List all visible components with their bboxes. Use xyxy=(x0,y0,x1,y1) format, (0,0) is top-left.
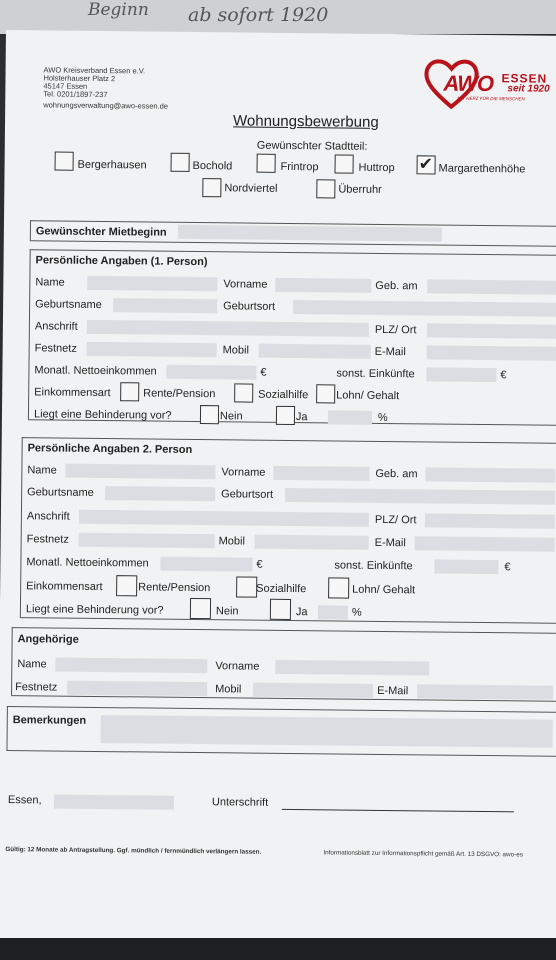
awo-logo xyxy=(421,58,552,111)
input-netto-p2[interactable] xyxy=(160,557,252,572)
org-line: Holsterhauser Platz 2 xyxy=(43,73,116,84)
input-name-relative[interactable] xyxy=(55,658,207,674)
divider xyxy=(6,750,556,757)
input-festnetz-p1[interactable] xyxy=(87,342,217,357)
euro-sign: € xyxy=(260,366,267,379)
input-geb-p1[interactable] xyxy=(427,279,556,294)
label-ja: Ja xyxy=(295,606,308,619)
divider xyxy=(30,240,556,247)
signature-line[interactable] xyxy=(282,809,514,812)
label-nein: Nein xyxy=(215,605,239,618)
input-plz-p2[interactable] xyxy=(425,513,555,528)
input-plz-p1[interactable] xyxy=(427,323,556,338)
district-checkbox-nordviertel[interactable] xyxy=(202,178,221,197)
label-email: E-Mail xyxy=(377,684,409,698)
footer-info: Informationsblatt zur Informationspflicht gemäß Art. 13 DSGVO: awo-es xyxy=(323,849,523,859)
logo-since: seit 1920 xyxy=(507,83,550,95)
checkbox-sozialhilfe-p2[interactable] xyxy=(236,576,257,597)
input-name-p2[interactable] xyxy=(65,464,215,480)
district-checkbox-huttrop[interactable] xyxy=(335,154,354,173)
divider xyxy=(30,220,31,240)
form-title: Wohnungsbewerbung xyxy=(232,112,379,131)
divider xyxy=(28,249,31,419)
move-in-label: Gewünschter Mietbeginn xyxy=(35,225,167,239)
label-ja: Ja xyxy=(295,411,308,424)
input-festnetz-relative[interactable] xyxy=(67,681,207,696)
district-checkbox-bochold[interactable] xyxy=(171,153,190,172)
signature-label: Unterschrift xyxy=(211,796,269,809)
label-name: Name xyxy=(35,276,65,289)
label-mobil: Mobil xyxy=(218,535,246,548)
org-line: Tel. 0201/1897-237 xyxy=(43,89,108,100)
checkbox-rente-p2[interactable] xyxy=(116,575,137,596)
district-label: Margarethenhöhe xyxy=(438,162,526,176)
logo-city: ESSEN xyxy=(501,71,548,86)
footer-validity: Gültig: 12 Monate ab Antragstellung. Ggf. mündlich / fernmündlich verlängern lassen. xyxy=(5,846,262,856)
org-email: wohnungsverwaltung@awo-essen.de xyxy=(43,100,169,111)
district-heading: Gewünschter Stadtteil: xyxy=(256,139,368,153)
checkbox-sozialhilfe-p1[interactable] xyxy=(234,383,253,402)
input-geburtsort-p1[interactable] xyxy=(293,300,556,317)
input-mobil-p1[interactable] xyxy=(259,344,371,359)
label-email: E-Mail xyxy=(374,536,406,550)
percent-sign: % xyxy=(377,411,388,425)
org-line: 45147 Essen xyxy=(43,81,88,91)
handwritten-note: Beginn xyxy=(88,0,149,20)
label-anschrift: Anschrift xyxy=(34,320,78,333)
label-behinderung: Liegt eine Behinderung vor? xyxy=(33,408,172,422)
district-label: Huttrop xyxy=(358,161,395,175)
handwritten-date: ab sofort 1920 xyxy=(188,4,329,26)
label-name: Name xyxy=(27,464,57,477)
input-percent-p1[interactable] xyxy=(328,410,372,424)
input-email-p1[interactable] xyxy=(427,345,556,360)
input-name-p1[interactable] xyxy=(87,276,217,291)
checkbox-lohn-p1[interactable] xyxy=(316,384,335,403)
label-nein: Nein xyxy=(219,410,243,423)
checkbox-rente-p1[interactable] xyxy=(120,382,139,401)
label-geb: Geb. am xyxy=(375,279,418,293)
district-label: Bochold xyxy=(192,159,233,173)
label-behinderung: Liegt eine Behinderung vor? xyxy=(25,603,164,617)
divider xyxy=(12,627,556,634)
form-paper xyxy=(0,30,556,946)
divider xyxy=(6,706,7,750)
district-checkbox-frintrop[interactable] xyxy=(257,154,276,173)
label-vorname: Vorname xyxy=(223,278,268,291)
label-sozialhilfe: Sozialhilfe xyxy=(256,582,307,596)
input-sonst-p1[interactable] xyxy=(426,367,496,382)
input-vorname-p1[interactable] xyxy=(275,278,371,293)
district-label: Bergerhausen xyxy=(77,158,147,172)
label-netto: Monatl. Nettoeinkommen xyxy=(26,556,149,570)
input-remarks[interactable] xyxy=(101,715,553,748)
label-plz: PLZ/ Ort xyxy=(374,513,417,527)
input-geburtsname-p2[interactable] xyxy=(105,486,215,501)
district-label: Nordviertel xyxy=(224,182,278,195)
label-geburtsname: Geburtsname xyxy=(35,298,102,312)
label-netto: Monatl. Nettoeinkommen xyxy=(34,364,157,378)
input-festnetz-p2[interactable] xyxy=(79,533,215,548)
input-mobil-relative[interactable] xyxy=(253,683,373,698)
section-heading-person2: Persönliche Angaben 2. Person xyxy=(27,442,193,456)
district-checkbox-margarethenhoehe[interactable] xyxy=(417,155,436,174)
label-sonst: sonst. Einkünfte xyxy=(336,367,415,381)
label-email: E-Mail xyxy=(374,345,406,359)
label-einkommensart: Einkommensart xyxy=(34,386,111,400)
divider xyxy=(11,627,13,695)
input-geburtsname-p1[interactable] xyxy=(113,298,217,313)
divider xyxy=(20,437,23,617)
checkbox-nein-p2[interactable] xyxy=(190,598,211,619)
label-mobil: Mobil xyxy=(222,344,250,357)
label-rente: Rente/Pension xyxy=(143,387,216,401)
label-festnetz: Festnetz xyxy=(34,342,77,355)
input-mobil-p2[interactable] xyxy=(255,535,369,550)
move-in-field[interactable] xyxy=(178,225,442,242)
label-geburtsname: Geburtsname xyxy=(27,486,94,499)
label-name: Name xyxy=(17,658,47,671)
org-line: AWO Kreisverband Essen e.V. xyxy=(43,65,146,76)
euro-sign: € xyxy=(256,558,263,571)
percent-sign: % xyxy=(351,606,362,619)
label-anschrift: Anschrift xyxy=(26,510,70,523)
label-rente: Rente/Pension xyxy=(138,581,211,595)
logo-text: AWO xyxy=(443,70,494,97)
label-mobil: Mobil xyxy=(215,683,242,696)
label-plz: PLZ/ Ort xyxy=(374,323,417,337)
section-heading-remarks: Bemerkungen xyxy=(12,714,87,727)
district-checkbox-ueberruhr[interactable] xyxy=(316,179,335,198)
input-geb-p2[interactable] xyxy=(425,467,555,482)
input-vorname-relative[interactable] xyxy=(275,660,429,676)
checkbox-ja-p1[interactable] xyxy=(276,406,295,425)
checkmark-icon: ✔ xyxy=(418,154,433,174)
label-einkommensart: Einkommensart xyxy=(26,580,103,594)
input-anschrift-p2[interactable] xyxy=(79,510,369,527)
checkbox-lohn-p2[interactable] xyxy=(328,577,349,598)
label-sozialhilfe: Sozialhilfe xyxy=(258,388,309,402)
signature-place: Essen, xyxy=(7,794,42,807)
label-geburtsort: Geburtsort xyxy=(221,488,274,501)
district-label: Frintrop xyxy=(280,160,319,174)
district-checkbox-bergerhausen[interactable] xyxy=(55,152,74,171)
input-percent-p2[interactable] xyxy=(318,605,348,619)
background-strip xyxy=(0,938,556,960)
euro-sign: € xyxy=(504,561,511,574)
input-email-p2[interactable] xyxy=(415,536,555,551)
label-vorname: Vorname xyxy=(221,466,266,479)
section-heading-person1: Persönliche Angaben (1. Person) xyxy=(35,254,208,269)
input-sonst-p2[interactable] xyxy=(434,560,498,575)
label-geb: Geb. am xyxy=(375,467,418,481)
label-festnetz: Festnetz xyxy=(26,533,69,546)
divider xyxy=(7,706,556,713)
section-heading-relatives: Angehörige xyxy=(17,633,79,646)
label-lohn: Lohn/ Gehalt xyxy=(352,583,416,597)
label-lohn: Lohn/ Gehalt xyxy=(336,389,400,403)
input-netto-p1[interactable] xyxy=(166,365,256,380)
input-anschrift-p1[interactable] xyxy=(87,320,369,337)
input-vorname-p2[interactable] xyxy=(273,466,369,481)
checkbox-nein-p1[interactable] xyxy=(200,405,219,424)
logo-tagline: MIT HERZ FÜR DIE MENSCHEN xyxy=(457,95,525,102)
label-geburtsort: Geburtsort xyxy=(223,300,276,313)
checkbox-ja-p2[interactable] xyxy=(270,599,291,620)
label-festnetz: Festnetz xyxy=(15,681,58,694)
label-vorname: Vorname xyxy=(215,660,260,673)
label-sonst: sonst. Einkünfte xyxy=(334,559,413,573)
input-email-relative[interactable] xyxy=(417,684,553,699)
euro-sign: € xyxy=(500,369,507,382)
input-date[interactable] xyxy=(54,795,174,810)
input-geburtsort-p2[interactable] xyxy=(285,488,555,505)
district-label: Überruhr xyxy=(338,183,382,196)
